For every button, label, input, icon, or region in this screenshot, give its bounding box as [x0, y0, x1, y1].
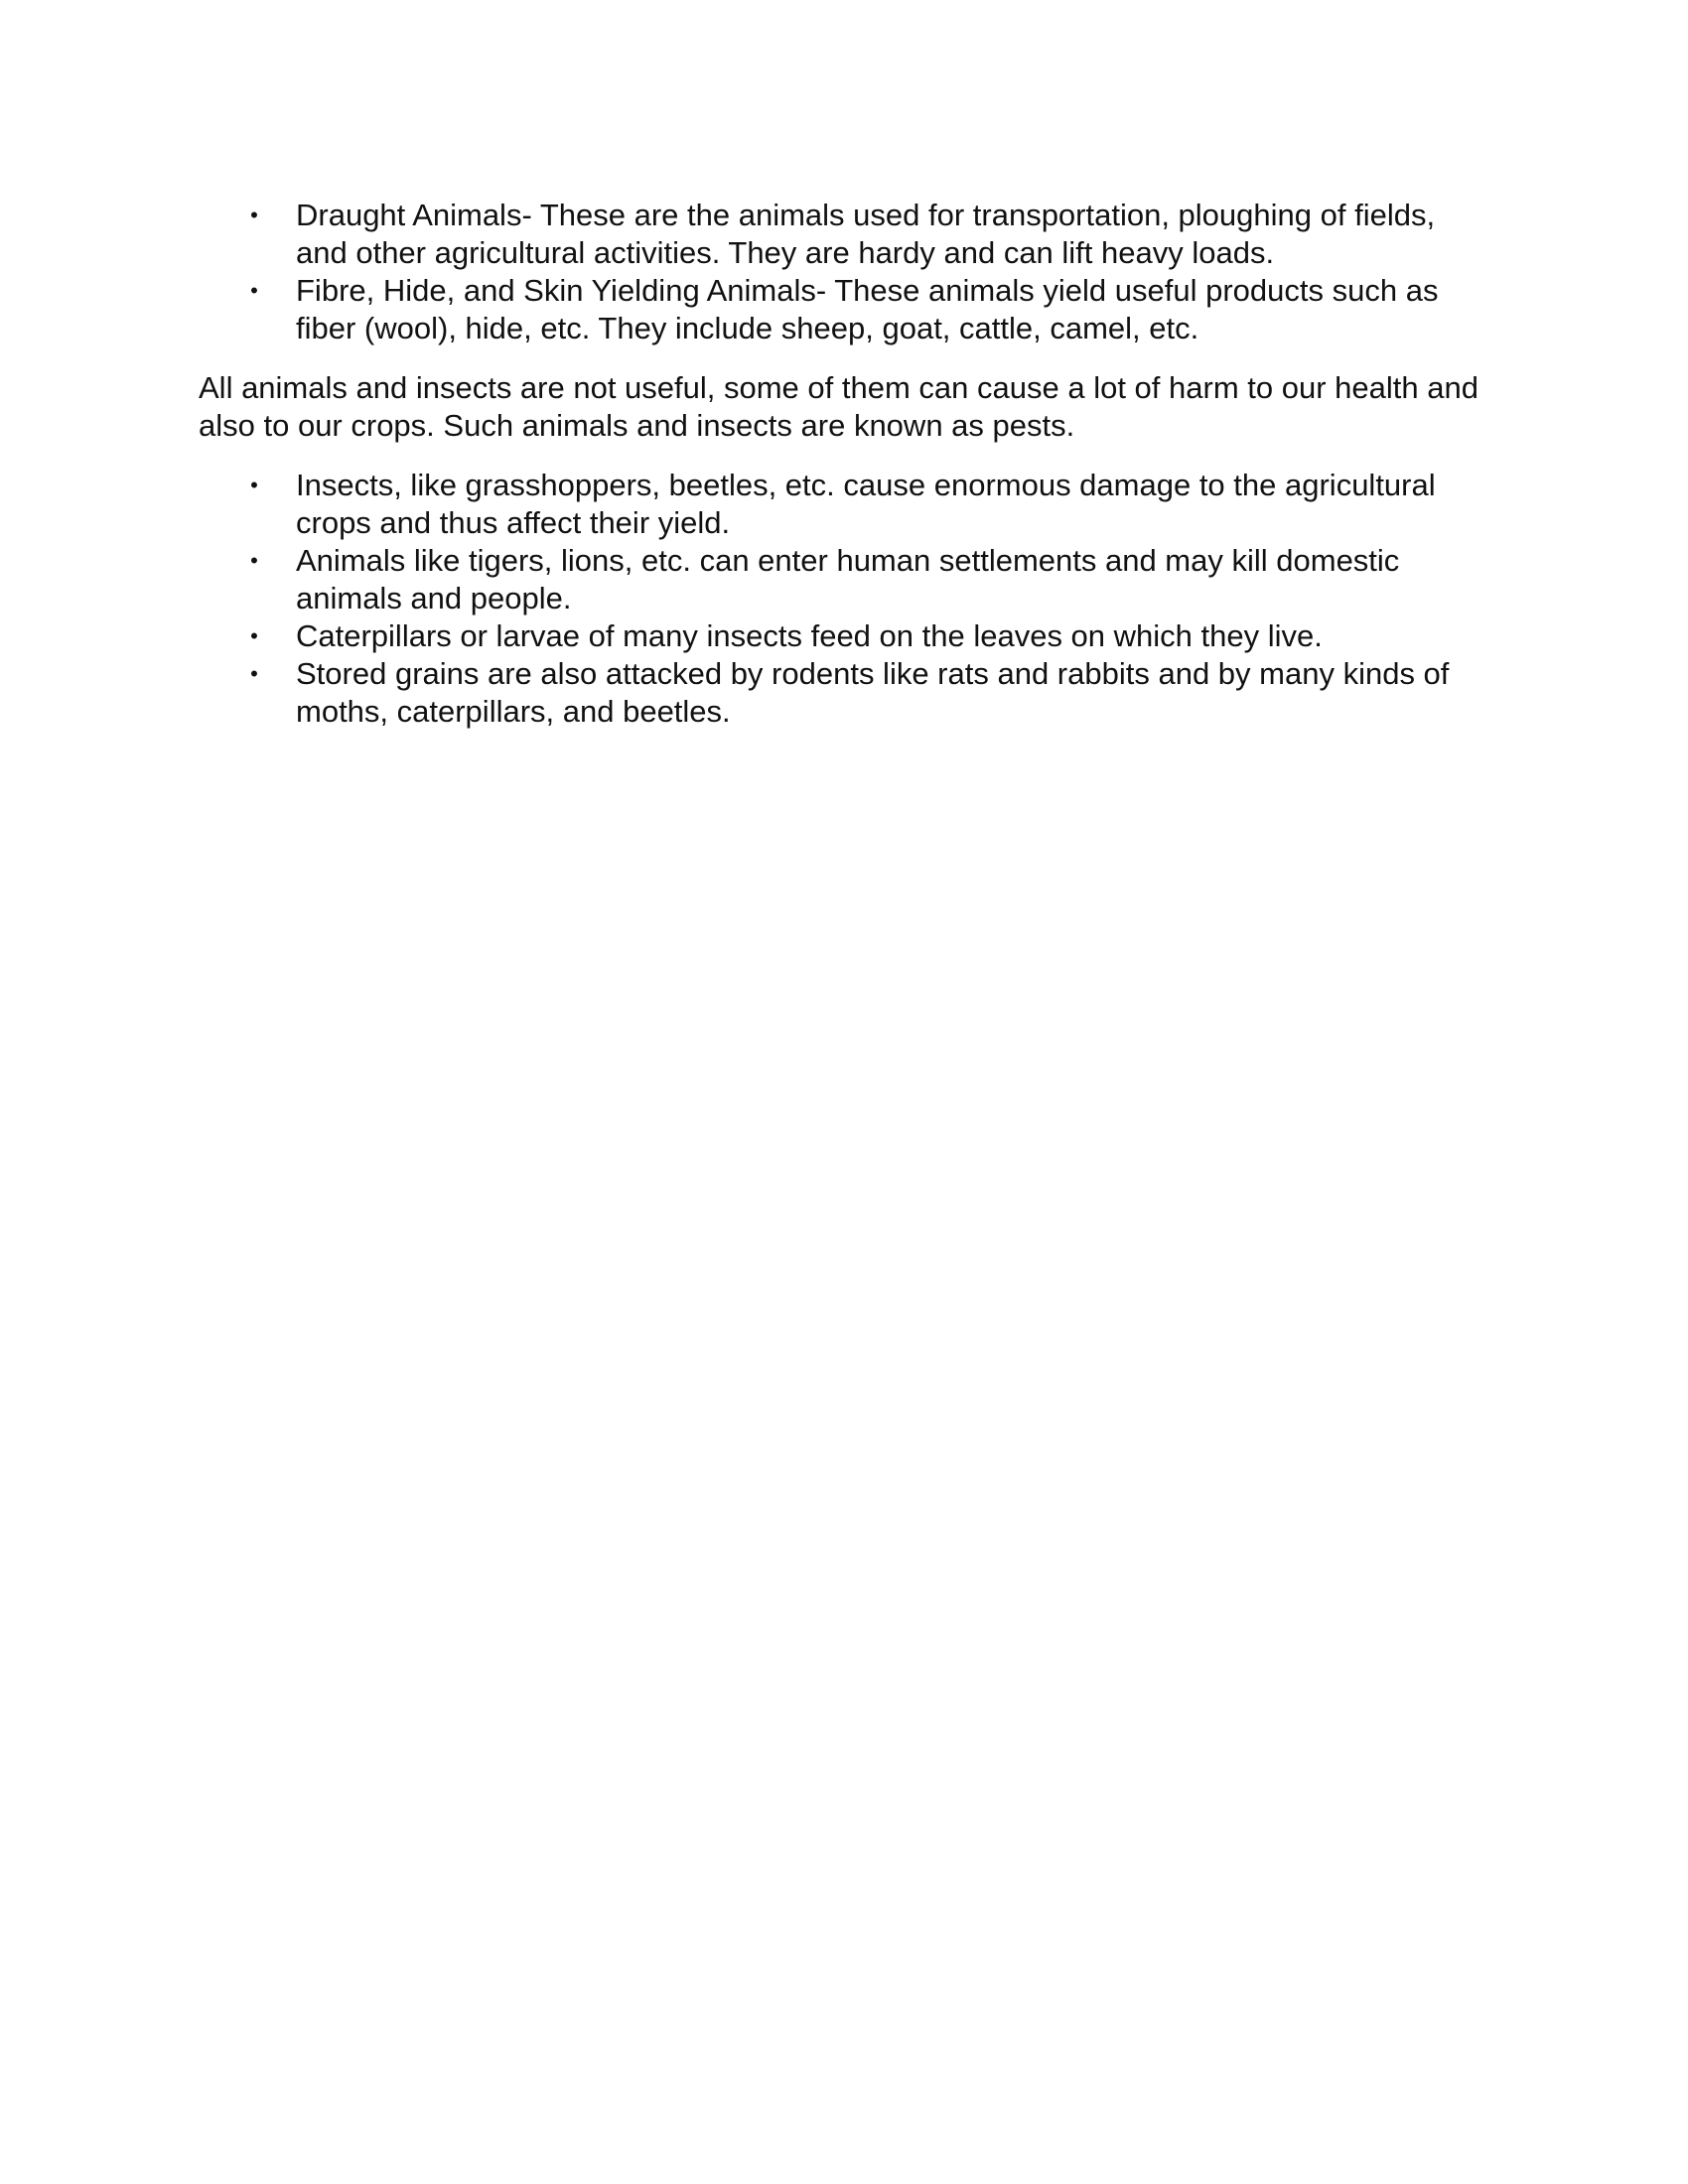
list-item-text: Fibre, Hide, and Skin Yielding Animals- These animals yield useful products such as fiber (wool), hide, etc. They include sheep, goat, cattle, camel, etc. — [296, 273, 1439, 345]
list-item — [199, 272, 1489, 347]
list-item — [199, 542, 1489, 617]
document-body — [199, 197, 1489, 731]
list-item — [199, 655, 1489, 731]
list-item-text: Insects, like grasshoppers, beetles, etc. cause enormous damage to the agricultural crops and thus affect their yield. — [296, 468, 1436, 540]
list-item-text: Caterpillars or larvae of many insects feed on the leaves on which they live. — [296, 618, 1323, 653]
list-item-text: Animals like tigers, lions, etc. can enter human settlements and may kill domestic animals and people. — [296, 543, 1400, 615]
bullet-icon: • — [250, 473, 258, 497]
list-item-text: Stored grains are also attacked by rodents like rats and rabbits and by many kinds of moths, caterpillars, and beetles. — [296, 656, 1450, 729]
bullet-icon: • — [250, 278, 258, 303]
pests-list — [199, 467, 1489, 731]
bullet-icon: • — [250, 661, 258, 686]
animal-types-list — [199, 197, 1489, 347]
list-item — [199, 617, 1489, 655]
list-item — [199, 197, 1489, 272]
bullet-icon: • — [250, 203, 258, 227]
bullet-icon: • — [250, 623, 258, 648]
list-item-text: Draught Animals- These are the animals used for transportation, ploughing of fields, and other agricultural activities. They are hardy and can lift heavy loads. — [296, 198, 1436, 270]
pests-paragraph: All animals and insects are not useful, some of them can cause a lot of harm to our health and also to our crops. Such animals and insects are known as pests. — [199, 370, 1478, 443]
bullet-icon: • — [250, 548, 258, 573]
list-item — [199, 467, 1489, 542]
